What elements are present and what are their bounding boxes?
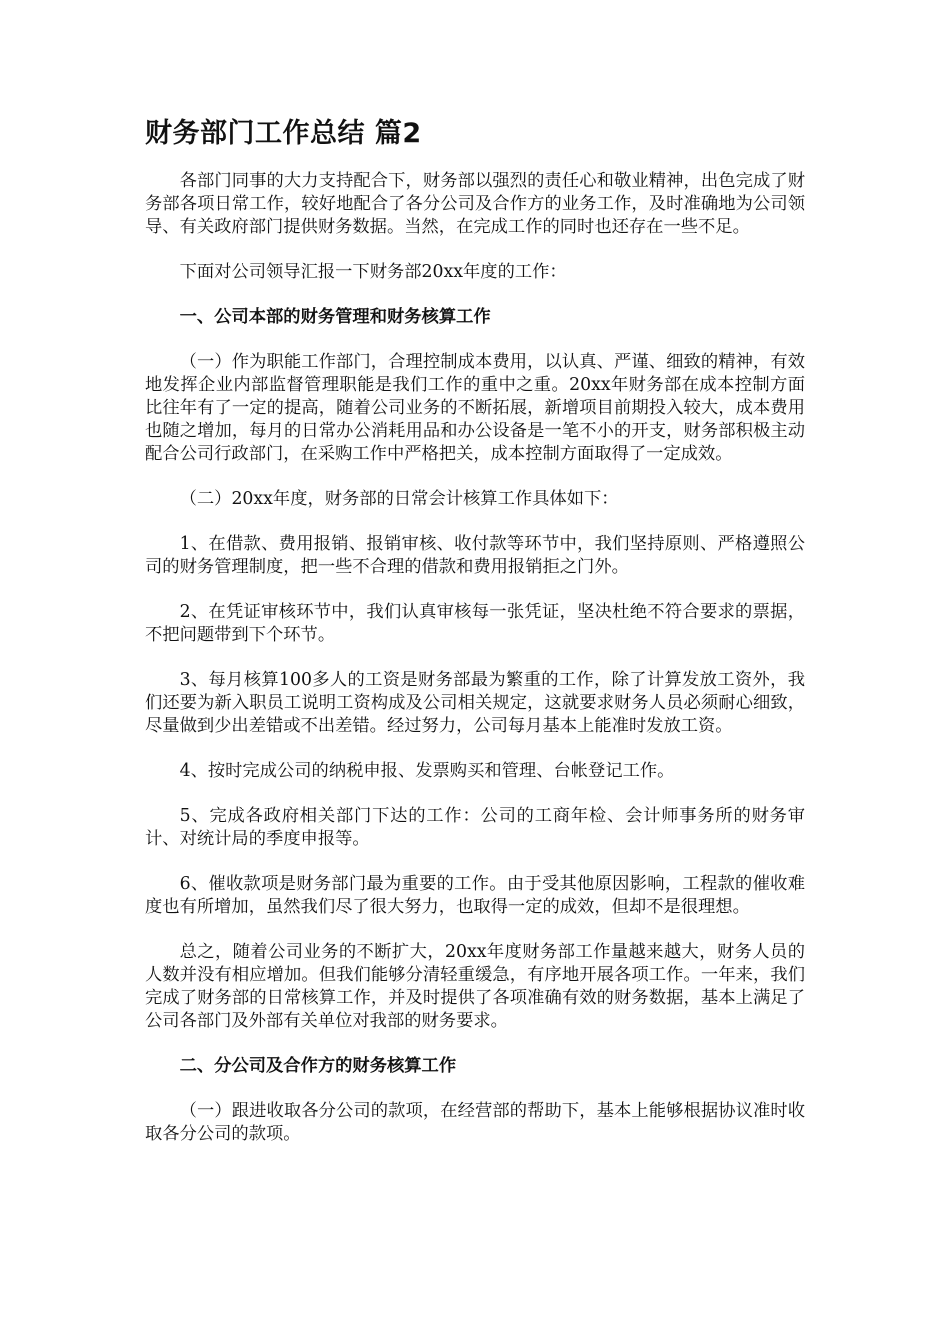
paragraph-5: 1、在借款、费用报销、报销审核、收付款等环节中，我们坚持原则、严格遵照公司的财务管理制度，把一些不合理的借款和费用报销拒之门外。 bbox=[145, 534, 805, 577]
document-body bbox=[145, 170, 805, 1168]
section-heading-1: 一、公司本部的财务管理和财务核算工作 bbox=[179, 307, 491, 327]
paragraph-4: （二）20xx年度，财务部的日常会计核算工作具体如下： bbox=[179, 489, 619, 509]
paragraph-6: 2、在凭证审核环节中，我们认真审核每一张凭证，坚决杜绝不符合要求的票据，不把问题带到下个环节。 bbox=[145, 602, 805, 645]
paragraph-12: （一）跟进收取各分公司的款项，在经营部的帮助下，基本上能够根据协议准时收取各分公司的款项。 bbox=[145, 1101, 805, 1144]
paragraph-9: 5、完成各政府相关部门下达的工作：公司的工商年检、会计师事务所的财务审计、对统计局的季度申报等。 bbox=[145, 806, 805, 849]
paragraph-1: 各部门同事的大力支持配合下，财务部以强烈的责任心和敬业精神，出色完成了财务部各项日常工作，较好地配合了各分公司及合作方的业务工作，及时准确地为公司领导、有关政府部门提供财务数据。当然，在完成工作的同时也还存在一些不足。 bbox=[145, 171, 805, 237]
document-title: 财务部门工作总结 篇2 bbox=[145, 118, 422, 149]
paragraph-11: 总之，随着公司业务的不断扩大，20xx年度财务部工作量越来越大，财务人员的人数并没有相应增加。但我们能够分清轻重缓急，有序地开展各项工作。一年来，我们完成了财务部的日常核算工作，并及时提供了各项准确有效的财务数据，基本上满足了公司各部门及外部有关单位对我部的财务要求。 bbox=[145, 942, 805, 1031]
paragraph-10: 6、催收款项是财务部门最为重要的工作。由于受其他原因影响，工程款的催收难度也有所增加，虽然我们尽了很大努力，也取得一定的成效，但却不是很理想。 bbox=[145, 874, 805, 917]
paragraph-8: 4、按时完成公司的纳税申报、发票购买和管理、台帐登记工作。 bbox=[179, 761, 675, 781]
paragraph-3: （一）作为职能工作部门，合理控制成本费用，以认真、严谨、细致的精神，有效地发挥企业内部监督管理职能是我们工作的重中之重。20xx年财务部在成本控制方面比往年有了一定的提高，随着公司业务的不断拓展，新增项目前期投入较大，成本费用也随之增加，每月的日常办公消耗用品和办公设备是一笔不小的开支，财务部积极主动配合公司行政部门，在采购工作中严格把关，成本控制方面取得了一定成效。 bbox=[145, 352, 805, 464]
paragraph-7: 3、每月核算100多人的工资是财务部最为繁重的工作，除了计算发放工资外，我们还要为新入职员工说明工资构成及公司相关规定，这就要求财务人员必须耐心细致，尽量做到少出差错或不出差错。经过努力，公司每月基本上能准时发放工资。 bbox=[145, 670, 805, 736]
section-heading-2: 二、分公司及合作方的财务核算工作 bbox=[179, 1056, 457, 1076]
paragraph-2: 下面对公司领导汇报一下财务部20xx年度的工作： bbox=[179, 262, 567, 282]
